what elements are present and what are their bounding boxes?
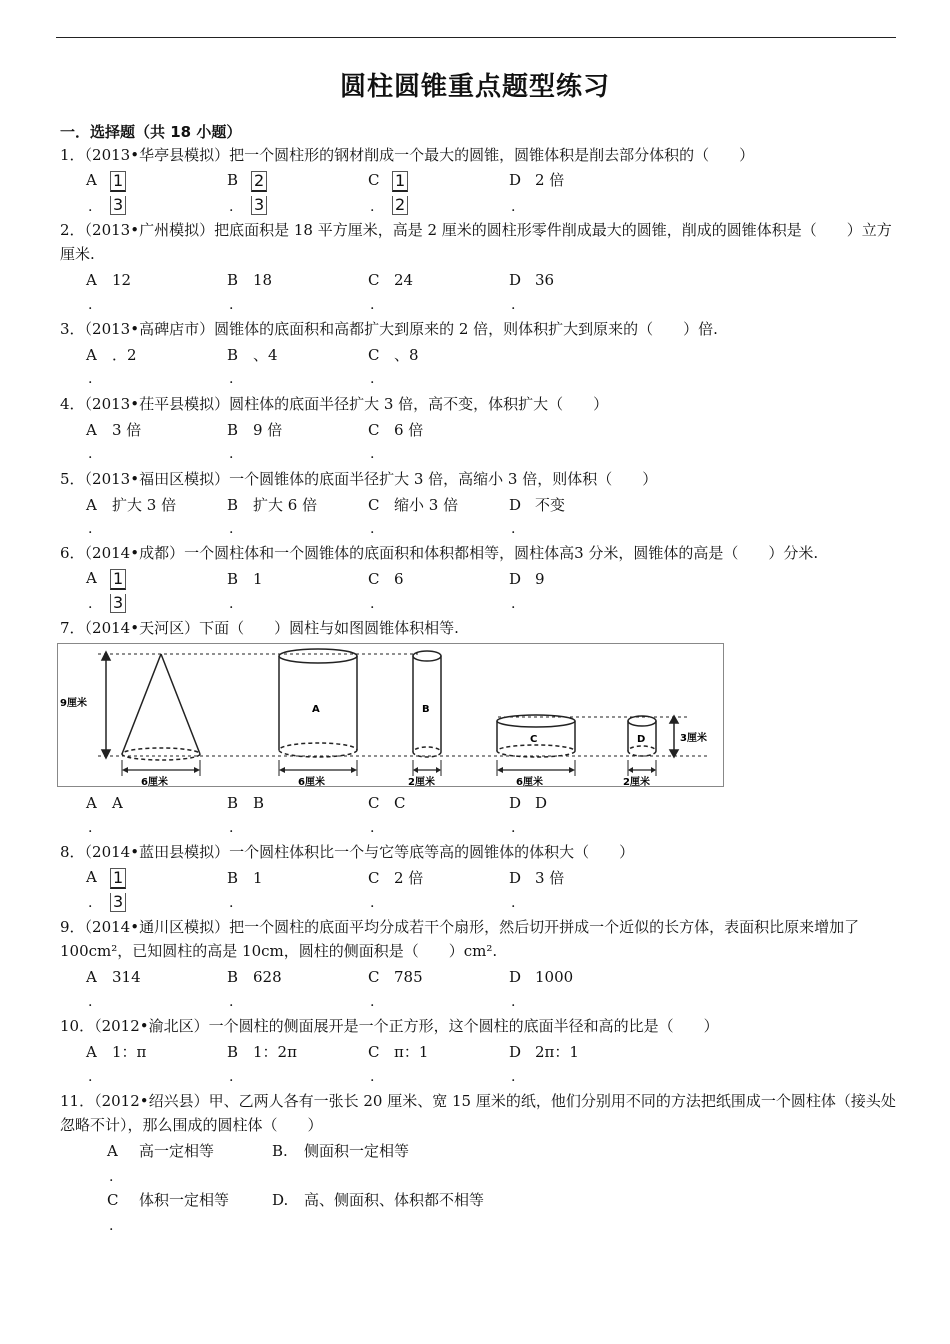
q6-option-d[interactable]: D 9: [509, 570, 545, 588]
q3-option-c[interactable]: C 、8: [368, 346, 419, 364]
q5-option-a[interactable]: A 扩大 3 倍: [86, 496, 177, 514]
question-9: 9．（2014•通川区模拟）把一个圆柱的底面平均分成若干个扇形，然后切开拼成一个近似的长方体，表面积比原来增加了 100cm²，已知圆柱的高是 10cm，圆柱的侧面积是（ ）cm².: [60, 918, 860, 960]
label-b: B: [422, 704, 430, 715]
q2-option-d[interactable]: D 36: [509, 271, 555, 289]
q6-option-a[interactable]: A $\frac{1}{3}$: [86, 569, 126, 613]
question-4: 4．（2013•茌平县模拟）圆柱体的底面半径扩大 3 倍，高不变，体积扩大（ ）: [60, 395, 609, 413]
fraction: $\frac{1}{3}$: [110, 569, 126, 613]
q9-option-c[interactable]: C 785: [368, 968, 423, 986]
q1-option-c[interactable]: C $\frac{1}{2}$: [368, 171, 408, 215]
q9-option-b[interactable]: B 628: [227, 968, 282, 986]
q1-option-b[interactable]: B $\frac{2}{3}$: [227, 171, 267, 215]
width-label-b: 2厘米: [408, 777, 435, 786]
q10-option-d[interactable]: D 2π：1: [509, 1043, 579, 1061]
width-label-cone: 6厘米: [141, 777, 168, 786]
question-3: 3．（2013•高碑店市）圆锥体的底面积和高都扩大到原来的 2 倍，则体积扩大到原来的（ ）倍.: [60, 320, 718, 338]
q7-option-d[interactable]: D D: [509, 794, 548, 812]
q3-option-b[interactable]: B 、4: [227, 346, 278, 364]
question-10: 10．（2012•渝北区）一个圆柱的侧面展开是一个正方形，这个圆柱的底面半径和高的比是（ ）: [60, 1017, 719, 1035]
q5-option-b[interactable]: B 扩大 6 倍: [227, 496, 318, 514]
q4-option-c[interactable]: C 6 倍: [368, 421, 424, 439]
fraction: $\frac{1}{3}$: [110, 868, 126, 912]
question-11: 11．（2012•绍兴县）甲、乙两人各有一张长 20 厘米、宽 15 厘米的纸，他们分别用不同的方法把纸围成一个圆柱体（接头处忽略不计），那么围成的圆柱体（ ）: [60, 1092, 896, 1134]
q8-option-a[interactable]: A $\frac{1}{3}$: [86, 868, 126, 912]
q5-option-c[interactable]: C 缩小 3 倍: [368, 496, 459, 514]
q3-option-a[interactable]: A ．2: [86, 346, 137, 364]
q8-option-c[interactable]: C 2 倍: [368, 869, 424, 887]
question-6: 6．（2014•成都）一个圆柱体和一个圆锥体的底面积和体积都相等，圆柱体高3 分米，圆锥体的高是（ ）分米.: [60, 544, 819, 562]
q7-option-a[interactable]: A A: [86, 794, 123, 812]
question-1: 1．（2013•华亭县模拟）把一个圆柱形的钢材削成一个最大的圆锥，圆锥体积是削去部分体积的（ ）: [60, 146, 755, 164]
question-7: 7．（2014•天河区）下面（ ）圆柱与如图圆锥体积相等.: [60, 619, 459, 637]
width-label-a: 6厘米: [298, 777, 325, 786]
height-label-9cm: 9厘米: [60, 698, 87, 709]
q7-option-b[interactable]: B B: [227, 794, 265, 812]
height-label-3cm: 3厘米: [680, 733, 707, 744]
label-a: A: [312, 704, 320, 715]
q8-option-d[interactable]: D 3 倍: [509, 869, 565, 887]
width-label-d: 2厘米: [623, 777, 650, 786]
cone-cylinder-figure: [57, 643, 724, 787]
q1-option-a[interactable]: A $\frac{1}{3}$: [86, 171, 126, 215]
top-rule: [56, 37, 896, 38]
q1-option-d[interactable]: D 2 倍: [509, 171, 565, 189]
q2-option-b[interactable]: B 18: [227, 271, 273, 289]
fraction: $\frac{1}{2}$: [392, 171, 408, 215]
q8-option-b[interactable]: B 1: [227, 869, 263, 887]
q2-option-a[interactable]: A 12: [86, 271, 132, 289]
q4-option-b[interactable]: B 9 倍: [227, 421, 283, 439]
q11-option-d[interactable]: D. 高、侧面积、体积都不相等: [272, 1191, 485, 1209]
q7-option-c[interactable]: C C: [368, 794, 406, 812]
label-d: D: [637, 734, 646, 745]
question-8: 8．（2014•蓝田县模拟）一个圆柱体积比一个与它等底等高的圆锥体的体积大（ ）: [60, 843, 635, 861]
q9-option-a[interactable]: A 314: [86, 968, 141, 986]
q5-option-d[interactable]: D 不变: [509, 496, 566, 514]
section-heading: 一．选择题（共 18 小题）: [60, 123, 242, 141]
q6-option-b[interactable]: B 1: [227, 570, 263, 588]
label-c: C: [530, 734, 538, 745]
fraction: $\frac{1}{3}$: [110, 171, 126, 215]
q11-option-c[interactable]: C 体积一定相等: [107, 1191, 230, 1209]
page-title: 圆柱圆锥重点题型练习: [339, 72, 610, 102]
q4-option-a[interactable]: A 3 倍: [86, 421, 142, 439]
q6-option-c[interactable]: C 6: [368, 570, 404, 588]
q11-option-a[interactable]: A 高一定相等: [107, 1142, 215, 1160]
width-label-c: 6厘米: [516, 777, 543, 786]
fraction: $\frac{2}{3}$: [251, 171, 267, 215]
q11-option-b[interactable]: B. 侧面积一定相等: [272, 1142, 410, 1160]
question-2: 2．（2013•广州模拟）把底面积是 18 平方厘米，高是 2 厘米的圆柱形零件削成最大的圆锥，削成的圆锥体积是（ ）立方厘米.: [60, 221, 892, 263]
q2-option-c[interactable]: C 24: [368, 271, 414, 289]
q10-option-c[interactable]: C π：1: [368, 1043, 429, 1061]
q10-option-b[interactable]: B 1：2π: [227, 1043, 297, 1061]
q9-option-d[interactable]: D 1000: [509, 968, 574, 986]
q10-option-a[interactable]: A 1：π: [86, 1043, 147, 1061]
question-5: 5．（2013•福田区模拟）一个圆锥体的底面半径扩大 3 倍，高缩小 3 倍，则体积（ ）: [60, 470, 658, 488]
